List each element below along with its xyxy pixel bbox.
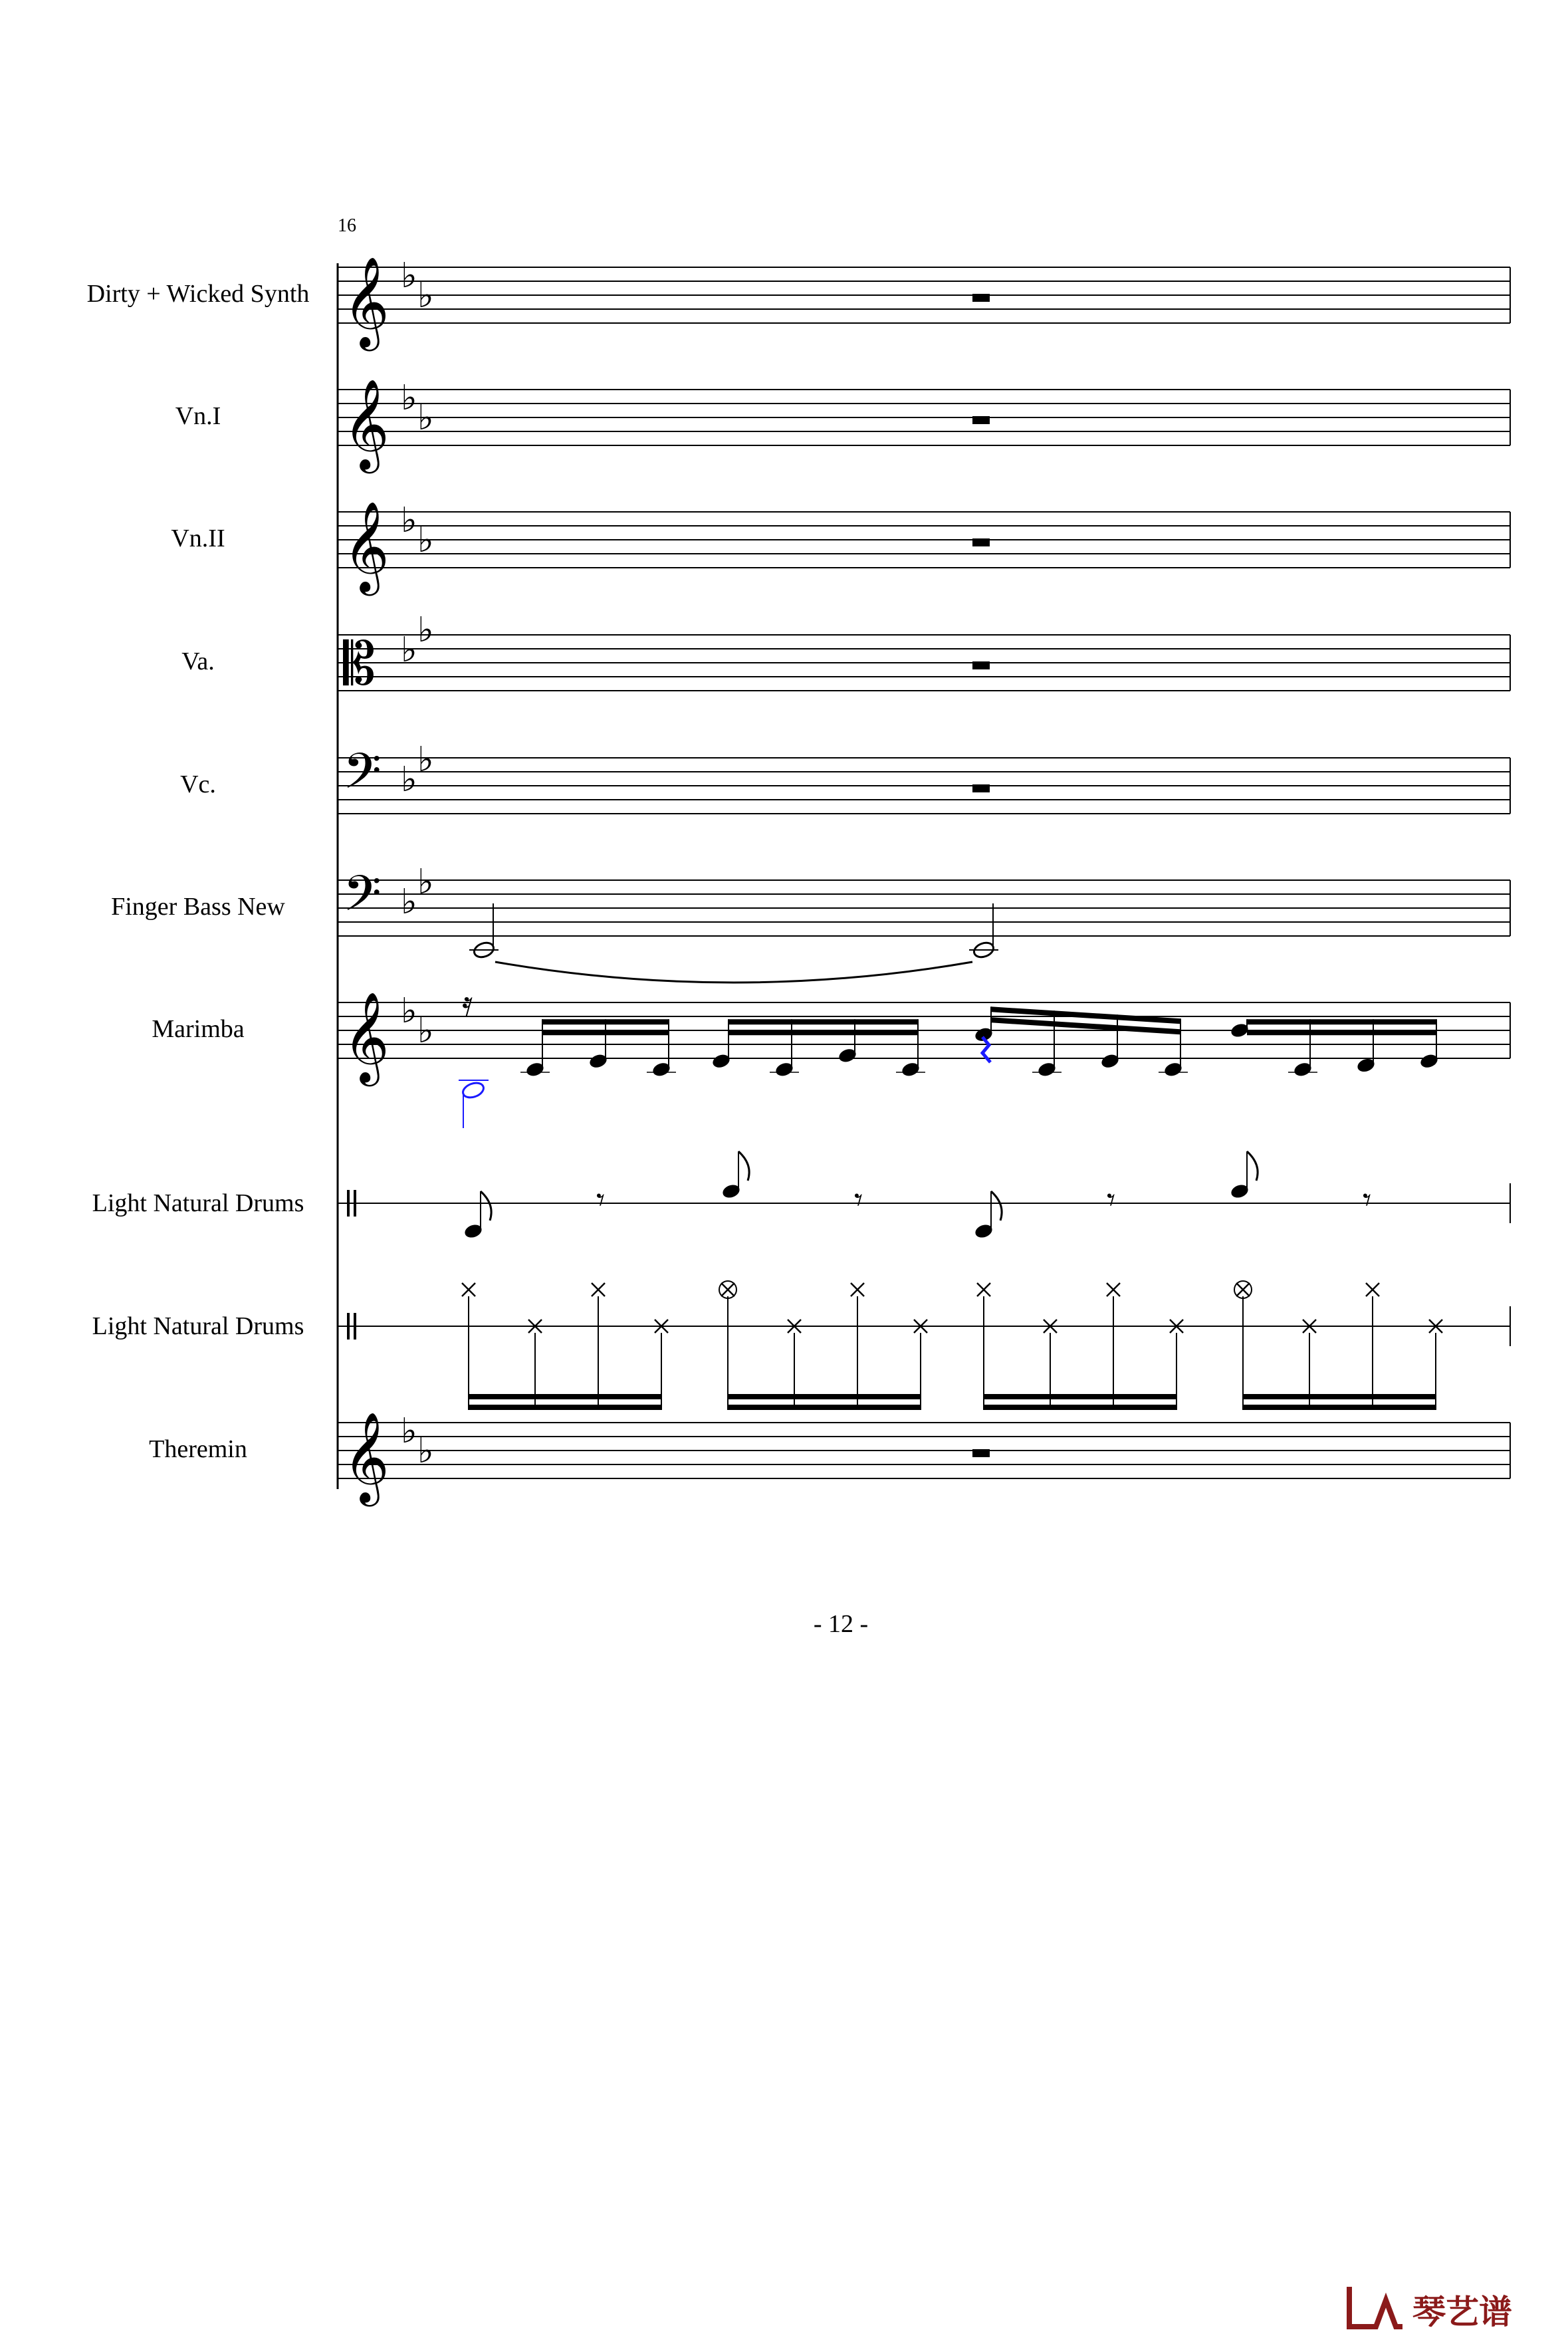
half-note — [461, 1080, 486, 1100]
staff-1 — [87, 255, 1510, 351]
treble-clef-icon: 𝄞 — [343, 991, 390, 1082]
whole-rest-icon — [972, 416, 990, 424]
instrument-name: Dirty + Wicked Synth — [86, 280, 310, 308]
beam — [1243, 1405, 1436, 1410]
flat-icon: ♭ — [401, 1411, 417, 1451]
staff-9 — [92, 1281, 1510, 1410]
beam — [984, 1394, 1176, 1399]
staff-5 — [180, 740, 1510, 814]
page-number: - 12 - — [813, 1610, 869, 1638]
beam — [469, 1405, 661, 1410]
instrument-name: Va. — [181, 647, 215, 675]
staff-6 — [111, 862, 1510, 983]
beam — [542, 1019, 669, 1024]
flat-icon: ♭ — [401, 630, 417, 670]
beam — [542, 1030, 669, 1035]
whole-rest-icon — [972, 294, 990, 302]
logo-text: 琴艺谱 — [1412, 2293, 1512, 2331]
bass-clef-icon: 𝄢 — [343, 865, 382, 935]
measure-number: 16 — [338, 215, 356, 236]
treble-clef-icon: 𝄞 — [343, 378, 390, 469]
treble-clef-icon: 𝄞 — [343, 1411, 390, 1502]
percussion-clef-icon — [354, 1190, 356, 1217]
whole-rest-icon — [972, 1449, 990, 1457]
flat-icon: ♭ — [417, 740, 434, 780]
alto-clef-icon: 𝄡 — [343, 630, 376, 698]
instrument-name: Finger Bass New — [111, 893, 285, 921]
eighth-rest-icon: 𝄾 — [1107, 1181, 1116, 1219]
staff-2 — [175, 378, 1510, 473]
bass-clef-icon: 𝄢 — [343, 743, 382, 812]
staff-8 — [92, 1151, 1510, 1240]
eighth-rest-icon: 𝄾 — [854, 1181, 863, 1219]
treble-clef-icon: 𝄞 — [343, 255, 390, 347]
note-flag — [1247, 1151, 1258, 1181]
note-flag — [991, 1191, 1002, 1221]
eighth-rest-icon: 𝄾 — [596, 1181, 606, 1219]
percussion-clef-icon — [347, 1313, 350, 1340]
treble-clef-icon: 𝄞 — [343, 500, 390, 592]
instrument-name: Marimba — [152, 1015, 245, 1043]
flat-icon: ♭ — [417, 1011, 434, 1051]
beam — [984, 1405, 1176, 1410]
flat-icon: ♭ — [417, 276, 434, 316]
flat-icon: ♭ — [417, 610, 434, 650]
flat-icon: ♭ — [417, 1431, 434, 1471]
instrument-name: Vc. — [180, 770, 216, 798]
whole-rest-icon — [972, 784, 990, 792]
instrument-name: Vn.II — [171, 525, 225, 552]
instrument-name: Light Natural Drums — [92, 1189, 304, 1217]
note-flag — [481, 1191, 491, 1221]
instrument-name: Vn.I — [175, 402, 221, 430]
beam — [1247, 1030, 1436, 1035]
flat-icon: ♭ — [417, 521, 434, 560]
beam — [728, 1405, 921, 1410]
tie — [495, 962, 972, 983]
staff-4 — [181, 610, 1510, 698]
whole-rest-icon — [972, 661, 990, 669]
beam — [1247, 1019, 1436, 1024]
flat-icon: ♭ — [417, 862, 434, 902]
flat-icon: ♭ — [401, 256, 417, 296]
instrument-name: Theremin — [149, 1435, 247, 1463]
instrument-name: Light Natural Drums — [92, 1312, 304, 1340]
staff-3 — [171, 500, 1510, 596]
site-logo — [1349, 2287, 1512, 2331]
flat-icon: ♭ — [401, 991, 417, 1031]
beam — [728, 1019, 918, 1024]
staff-10 — [149, 1411, 1510, 1506]
note-flag — [738, 1151, 749, 1181]
beam — [728, 1030, 918, 1035]
flat-icon: ♭ — [401, 501, 417, 540]
staves — [87, 255, 1510, 1506]
flat-icon: ♭ — [401, 882, 417, 922]
flat-icon: ♭ — [401, 378, 417, 418]
logo-mark-icon — [1349, 2287, 1402, 2327]
percussion-clef-icon — [347, 1190, 350, 1217]
beam — [728, 1394, 921, 1399]
beam — [1243, 1394, 1436, 1399]
sixteenth-rest-icon: 𝄿 — [462, 983, 473, 1024]
flat-icon: ♭ — [401, 760, 417, 800]
staff-7 — [152, 983, 1510, 1128]
whole-rest-icon — [972, 538, 990, 546]
eighth-rest-icon: 𝄾 — [1363, 1181, 1372, 1219]
flat-icon: ♭ — [417, 398, 434, 438]
beam — [469, 1394, 661, 1399]
percussion-clef-icon — [354, 1313, 356, 1340]
